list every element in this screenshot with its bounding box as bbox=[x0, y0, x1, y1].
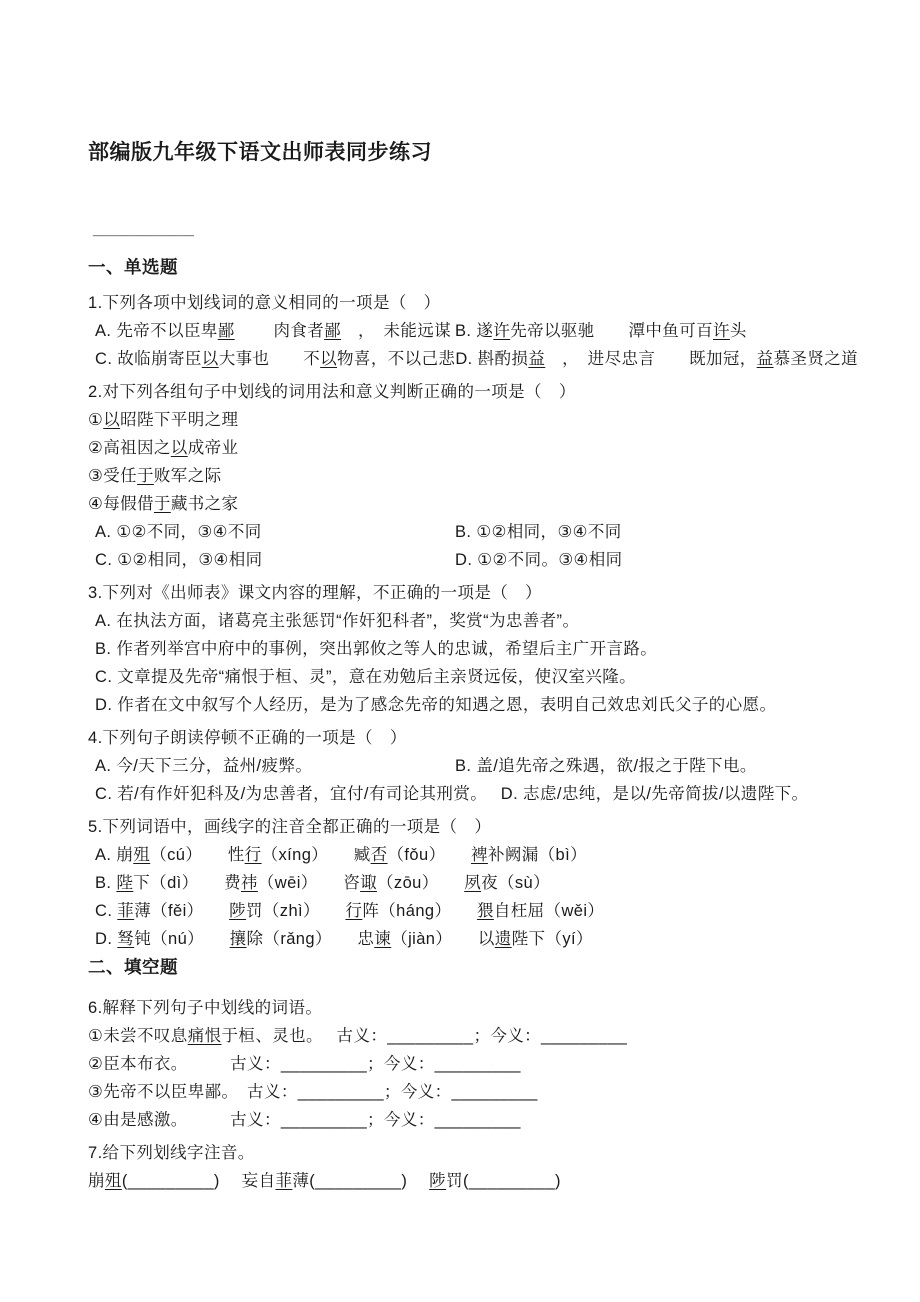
text-run: B. bbox=[95, 874, 117, 892]
underlined-term: 攘 bbox=[229, 930, 247, 948]
section-heading: 二、填空题 bbox=[88, 957, 178, 977]
text-run: ③先帝不以臣卑鄙。 古义：_________；今义：_________ bbox=[88, 1083, 538, 1101]
text-run: 罚（zhì） bbox=[246, 902, 346, 920]
question-line bbox=[88, 752, 884, 780]
text-run: ， 进尽忠言 既加冠， bbox=[545, 350, 757, 368]
underlined-term: 益 bbox=[756, 350, 774, 368]
text-run: 自枉屈（wěi） bbox=[493, 902, 605, 920]
text-run: （zōu） bbox=[377, 874, 465, 892]
text-run: （jiàn） 以 bbox=[391, 930, 495, 948]
text-run: 下（dì） 费 bbox=[133, 874, 241, 892]
question-line bbox=[88, 780, 884, 808]
option-cell bbox=[455, 518, 622, 546]
option-cell bbox=[95, 546, 455, 574]
question-stem bbox=[88, 1139, 884, 1167]
question-line bbox=[88, 1106, 884, 1134]
question-line bbox=[88, 607, 884, 635]
text-run: （wēi） 咨 bbox=[257, 874, 361, 892]
option-cell bbox=[455, 752, 757, 780]
underlined-term: 陟 bbox=[229, 902, 246, 920]
text-run: C. 若/有作奸犯科及/为忠善者，宜付/有司论其刑赏。 D. 志虑/忠纯，是以/先帝简拔/以遗陛下。 bbox=[95, 785, 809, 803]
question-stem bbox=[88, 813, 884, 841]
text-run: 7.给下列划线字注音。 bbox=[88, 1144, 255, 1162]
underlined-term: 否 bbox=[370, 846, 388, 864]
question-line bbox=[88, 925, 884, 953]
underlined-term: 鄙 bbox=[324, 322, 342, 340]
text-run: 头 bbox=[729, 322, 747, 340]
underlined-term: 于 bbox=[153, 495, 171, 513]
text-run: (_________) 妄自 bbox=[121, 1172, 276, 1190]
underlined-term: 鄙 bbox=[217, 322, 235, 340]
text-run: ④由是感激。 古义：_________；今义：_________ bbox=[88, 1111, 521, 1129]
option-cell bbox=[95, 518, 455, 546]
text-run: D. 作者在文中叙写个人经历，是为了感念先帝的知遇之恩，表明自己效忠刘氏父子的心愿。 bbox=[95, 696, 777, 714]
question-line bbox=[88, 1050, 884, 1078]
text-run: 除（rǎng） 忠 bbox=[246, 930, 375, 948]
option-cell bbox=[455, 317, 747, 345]
document-title: 部编版九年级下语文出师表同步练习 bbox=[88, 141, 432, 164]
text-run: C. ①②相同，③④相同 bbox=[95, 551, 263, 569]
question-line bbox=[88, 691, 884, 719]
question-line bbox=[88, 406, 884, 434]
question-line bbox=[88, 1022, 884, 1050]
question-line bbox=[88, 462, 884, 490]
question-line bbox=[88, 869, 884, 897]
text-run: 钝（nú） bbox=[134, 930, 230, 948]
question-line bbox=[88, 546, 884, 574]
text-run: 薄（fěi） bbox=[134, 902, 230, 920]
text-run: 薄(_________) bbox=[292, 1172, 430, 1190]
text-run: 大事也 不 bbox=[218, 350, 321, 368]
underlined-term: 菲 bbox=[275, 1172, 293, 1190]
underlined-term: 猥 bbox=[476, 902, 494, 920]
underlined-term: 以 bbox=[170, 439, 188, 457]
underlined-term: 殂 bbox=[104, 1172, 122, 1190]
underlined-term: 许 bbox=[493, 322, 511, 340]
question-stem bbox=[88, 579, 884, 607]
underlined-term: 行 bbox=[345, 902, 363, 920]
text-run: 5.下列词语中，画线字的注音全都正确的一项是（ ） bbox=[88, 818, 492, 836]
text-run: （cú） 性 bbox=[150, 846, 245, 864]
question-stem bbox=[88, 724, 884, 752]
text-run: ②高祖因之 bbox=[88, 439, 171, 457]
option-cell bbox=[95, 345, 455, 373]
text-run: 于桓、灵也。 古义：_________；今义：_________ bbox=[221, 1027, 628, 1045]
text-run: 4.下列句子朗读停顿不正确的一项是（ ） bbox=[88, 729, 407, 747]
text-run: ②臣本布衣。 古义：_________；今义：_________ bbox=[88, 1055, 521, 1073]
question-stem bbox=[88, 289, 884, 317]
question-line bbox=[88, 490, 884, 518]
underlined-term: 益 bbox=[528, 350, 546, 368]
question-stem bbox=[88, 994, 884, 1022]
text-run: B. ①②相同，③④不同 bbox=[455, 523, 622, 541]
underlined-term: 于 bbox=[137, 467, 154, 485]
question-line bbox=[88, 841, 884, 869]
question-line bbox=[88, 663, 884, 691]
text-run: 罚(_________) bbox=[446, 1172, 561, 1190]
text-run: 1.下列各项中划线词的意义相同的一项是（ ） bbox=[88, 294, 441, 312]
question-line bbox=[88, 317, 884, 345]
text-run: C. bbox=[95, 902, 118, 920]
underlined-term: 菲 bbox=[117, 902, 135, 920]
underlined-term: 行 bbox=[244, 846, 262, 864]
text-run: 成帝业 bbox=[187, 439, 239, 457]
underlined-term: 诹 bbox=[360, 874, 378, 892]
underlined-term: 痛恨 bbox=[187, 1027, 222, 1045]
text-run: 补阙漏（bì） bbox=[487, 846, 587, 864]
text-run: 物喜，不以己悲 bbox=[337, 350, 456, 368]
text-run: C. 故临崩寄臣 bbox=[95, 350, 202, 368]
question-line bbox=[88, 345, 884, 373]
underlined-term: 以 bbox=[201, 350, 219, 368]
text-run: A. 在执法方面，诸葛亮主张惩罚“作奸犯科者”，奖赏“为忠善者”。 bbox=[95, 612, 580, 630]
text-run: 陛下（yí） bbox=[511, 930, 593, 948]
underlined-term: 遗 bbox=[494, 930, 512, 948]
option-cell bbox=[95, 752, 455, 780]
text-run: A. 先帝不以臣卑 bbox=[95, 322, 218, 340]
question-stem bbox=[88, 378, 884, 406]
underlined-term: 陟 bbox=[429, 1172, 447, 1190]
text-run: 6.解释下列句子中划线的词语。 bbox=[88, 999, 323, 1017]
text-run: 败军之际 bbox=[153, 467, 222, 485]
question-line bbox=[88, 1078, 884, 1106]
text-run: （fǒu） bbox=[387, 846, 472, 864]
text-run: A. 今/天下三分，益州/疲弊。 bbox=[95, 757, 313, 775]
text-run: A. ①②不同，③④不同 bbox=[95, 523, 262, 541]
underlined-term: 谏 bbox=[374, 930, 392, 948]
text-run: C. 文章提及先帝“痛恨于桓、灵”，意在劝勉后主亲贤远佞，使汉室兴隆。 bbox=[95, 668, 637, 686]
underlined-term: 殂 bbox=[133, 846, 151, 864]
underlined-term: 夙 bbox=[464, 874, 482, 892]
underlined-term: 以 bbox=[103, 411, 121, 429]
underlined-term: 祎 bbox=[241, 874, 258, 892]
text-run: ③受任 bbox=[88, 467, 137, 485]
text-run: ①未尝不叹息 bbox=[88, 1027, 188, 1045]
text-run: B. 遂 bbox=[455, 322, 494, 340]
option-cell bbox=[455, 546, 623, 574]
question-line bbox=[88, 897, 884, 925]
text-run: D. ①②不同。③④相同 bbox=[455, 551, 623, 569]
text-run: 夜（sù） bbox=[481, 874, 551, 892]
option-cell bbox=[95, 317, 455, 345]
text-run: ， 未能远谋 bbox=[341, 322, 452, 340]
text-run: ① bbox=[88, 411, 104, 429]
question-line bbox=[88, 518, 884, 546]
text-run: 先帝以驱驰 潭中鱼可百 bbox=[510, 322, 713, 340]
text-run: 阵（háng） bbox=[362, 902, 477, 920]
text-run: 慕圣贤之道 bbox=[773, 350, 859, 368]
text-run: 昭陛下平明之理 bbox=[120, 411, 239, 429]
question-line bbox=[88, 434, 884, 462]
title-blank-line: ___________ bbox=[93, 220, 194, 238]
underlined-term: 以 bbox=[320, 350, 338, 368]
text-run: 2.对下列各组句子中划线的词用法和意义判断正确的一项是（ ） bbox=[88, 383, 576, 401]
text-run: A. 崩 bbox=[95, 846, 134, 864]
section-heading: 一、单选题 bbox=[88, 257, 178, 277]
question-line bbox=[88, 1167, 884, 1195]
option-cell bbox=[455, 345, 858, 373]
text-run: D. 斟酌损 bbox=[455, 350, 529, 368]
text-run: 藏书之家 bbox=[170, 495, 239, 513]
text-run: D. bbox=[95, 930, 118, 948]
underlined-term: 裨 bbox=[471, 846, 488, 864]
underlined-term: 许 bbox=[713, 322, 730, 340]
document-body bbox=[88, 253, 884, 1195]
text-run: B. 作者列举宫中府中的事例，突出郭攸之等人的忠诚，希望后主广开言路。 bbox=[95, 640, 658, 658]
underlined-term: 驽 bbox=[117, 930, 135, 948]
question-line bbox=[88, 635, 884, 663]
text-run: ④每假借 bbox=[88, 495, 154, 513]
text-run: 崩 bbox=[88, 1172, 105, 1190]
text-run: 3.下列对《出师表》课文内容的理解，不正确的一项是（ ） bbox=[88, 584, 542, 602]
underlined-term: 陛 bbox=[116, 874, 134, 892]
text-run: B. 盖/追先帝之殊遇，欲/报之于陛下电。 bbox=[455, 757, 757, 775]
text-run: （xíng） 臧 bbox=[261, 846, 371, 864]
text-run: 肉食者 bbox=[234, 322, 325, 340]
